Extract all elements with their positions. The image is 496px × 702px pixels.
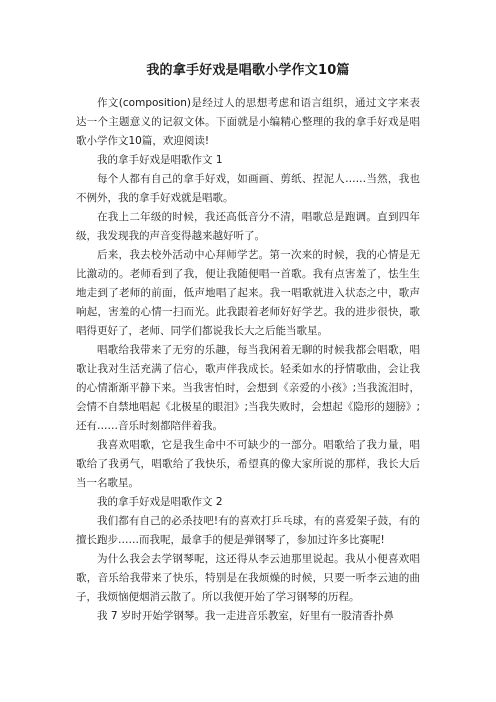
body-paragraph: 我喜欢唱歌，它是我生命中不可缺少的一部分。唱歌给了我力量，唱歌给了我勇气，唱歌给了我快乐，希望真的像大家所说的那样，我长大后当一名歌星。 [76, 439, 420, 489]
body-paragraph: 我们都有自己的必杀技吧!有的喜欢打乒乓球，有的喜爱架子鼓，有的擅长跑步……而我呢，最拿手的便是弹钢琴了，参加过许多比赛呢! [76, 515, 420, 546]
section-heading: 我的拿手好戏是唱歌作文 1 [97, 154, 223, 166]
body-paragraph: 为什么我会去学钢琴呢，这还得从李云迪那里说起。我从小便喜欢唱歌，音乐给我带来了快乐，特别是在我烦燥的时候，只要一听李云迪的曲子，我烦恼便烟消云散了。所以我便开始了学习钢琴的历程。 [76, 553, 420, 603]
document-title: 我的拿手好戏是唱歌小学作文10篇 [146, 63, 350, 78]
body-paragraph: 后来，我去校外活动中心拜师学艺。第一次来的时候，我的心情是无比激动的。老师看到了我，便让我随便唱一首歌。我有点害羞了，怯生生地走到了老师的前面，低声地唱了起来。我一唱歌就进入状态之中，歌声响起，害羞的心情一扫而光。此我跟着老师好好学艺。我的进步很快，歌唱得更好了，老师、同学们都说我长大之后能当歌星。 [76, 249, 420, 337]
body-paragraph: 我 7 岁时开始学钢琴。我一走进音乐教室，好里有一股清香扑鼻 [97, 610, 394, 622]
body-paragraph: 唱歌给我带来了无穷的乐趣，每当我闲着无聊的时候我都会唱歌，唱歌让我对生活充满了信心，歌声伴我成长。轻柔如水的抒情歌曲，会让我的心情渐渐平静下来。当我害怕时，会想到《亲爱的小孩》;当我流泪时，会情不自禁地唱起《北极星的眼泪》;当我失败时，会想起《隐形的翅膀》;还有……音乐时刻都陪伴着我。 [76, 344, 420, 432]
body-paragraph: 在我上二年级的时候，我还高低音分不清，唱歌总是跑调。直到四年级，我发现我的声音变得越来越好听了。 [76, 211, 420, 242]
body-paragraph: 每个人都有自己的拿手好戏，如画画、剪纸、捏泥人……当然，我也不例外，我的拿手好戏就是唱歌。 [76, 173, 420, 204]
document-body [76, 94, 420, 626]
intro-paragraph: 作文(composition)是经过人的思想考虑和语言组织，通过文字来表达一个主题意义的记叙文体。下面就是小编精心整理的我的拿手好戏是唱歌小学作文10篇，欢迎阅读! [76, 97, 420, 147]
section-heading: 我的拿手好戏是唱歌作文 2 [97, 496, 223, 508]
